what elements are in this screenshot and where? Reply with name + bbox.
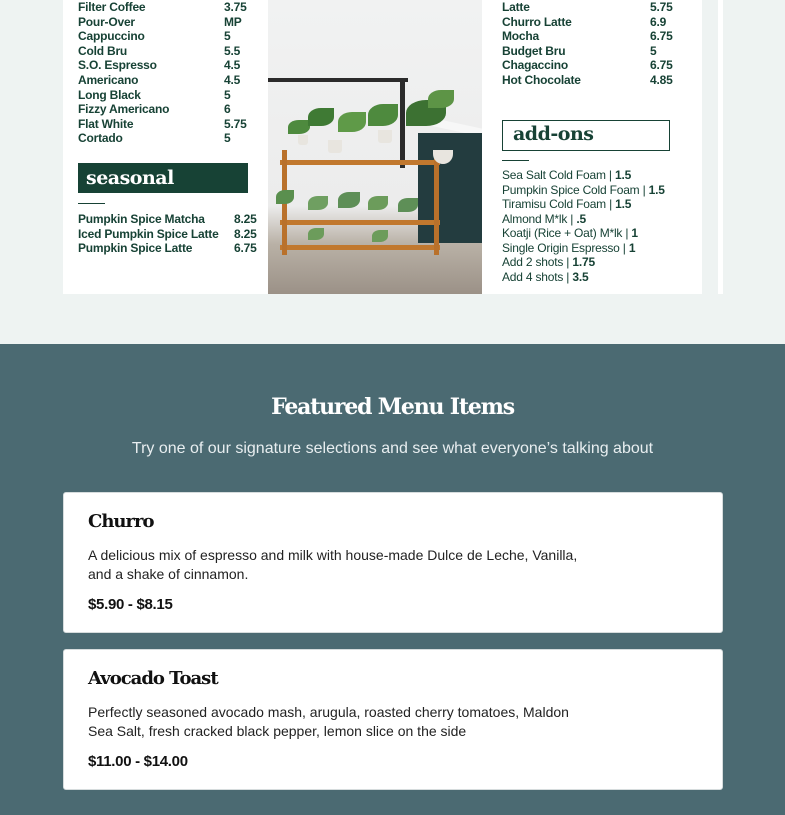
menu-item-name: S.O. Espresso	[78, 58, 157, 73]
menu-item-price: 4.5	[224, 72, 241, 87]
seasonal-heading: seasonal	[78, 163, 248, 193]
menu-item	[78, 227, 258, 242]
featured-title: Featured Menu Items	[271, 394, 514, 420]
menu-item-price: 6	[224, 102, 231, 117]
menu-item-name: Cortado	[78, 131, 123, 146]
plant-leaf	[398, 198, 418, 212]
addon-item	[502, 168, 702, 183]
menu-item-name: Iced Pumpkin Spice Latte	[78, 226, 219, 241]
plant-leaf	[308, 196, 328, 210]
addon-name: Single Origin Espresso |	[502, 240, 629, 255]
featured-item-name: Avocado Toast	[88, 668, 218, 689]
menu-left-column	[78, 0, 248, 146]
menu-item-price: 6.75	[650, 58, 673, 73]
menu-item-name: Chagaccino	[502, 58, 569, 73]
addon-price: 1.5	[614, 168, 632, 182]
menu-item	[502, 73, 674, 88]
plant-leaf	[308, 108, 334, 126]
addon-item	[502, 255, 702, 270]
menu-item	[502, 44, 674, 59]
addon-item	[502, 270, 702, 285]
photo-post	[400, 78, 405, 168]
featured-item-name: Churro	[88, 511, 154, 532]
menu-item-price: 5	[224, 29, 231, 44]
addon-price: 1.75	[572, 255, 595, 269]
featured-item-description: Perfectly seasoned avocado mash, arugula, roasted cherry tomatoes, Maldon Sea Salt, fresh cracked black pepper, lemon slice on the side	[88, 704, 569, 739]
menu-item-name: Cappuccino	[78, 29, 145, 44]
menu-item	[78, 102, 248, 117]
menu-item	[502, 0, 674, 15]
plant-leaf	[338, 112, 366, 132]
menu-item	[78, 15, 248, 30]
plant-pot	[378, 130, 392, 143]
menu-item	[502, 29, 674, 44]
menu-item-name: Pour-Over	[78, 14, 135, 29]
photo-shelf	[280, 245, 440, 250]
plant-pot	[298, 135, 308, 145]
menu-image-section	[0, 0, 785, 344]
addon-item	[502, 183, 702, 198]
featured-item-card[interactable]	[63, 649, 723, 790]
addon-name: Pumpkin Spice Cold Foam |	[502, 182, 649, 197]
plant-shelf-photo	[268, 0, 482, 294]
menu-item-name: Flat White	[78, 116, 134, 131]
menu-item	[78, 88, 248, 103]
menu-item	[78, 73, 248, 88]
menu-item-name: Fizzy Americano	[78, 102, 170, 117]
menu-item-name: Cold Bru	[78, 43, 128, 58]
menu-item	[78, 0, 248, 15]
addon-price: 1.5	[648, 182, 665, 197]
menu-item-name: Budget Bru	[502, 43, 566, 58]
plant-leaf	[308, 228, 324, 240]
menu-item-price: 8.25	[234, 226, 257, 241]
menu-image-edge	[718, 0, 723, 294]
addon-price: 3.5	[572, 269, 589, 284]
addon-item	[502, 241, 702, 256]
addon-price: 1	[631, 226, 638, 240]
featured-item-card[interactable]	[63, 492, 723, 633]
menu-item	[502, 15, 674, 30]
menu-item-price: 4.5	[224, 58, 241, 73]
menu-item-name: Filter Coffee	[78, 0, 146, 14]
menu-item-price: 5	[224, 87, 231, 102]
addon-item	[502, 226, 702, 241]
menu-item-price: 5.75	[224, 116, 247, 131]
plant-leaf	[338, 192, 360, 208]
menu-item	[78, 117, 248, 132]
menu-item	[78, 29, 248, 44]
addon-name: Add 2 shots |	[502, 255, 573, 269]
menu-item-price: 4.85	[650, 72, 673, 87]
addon-name: Koatji (Rice + Oat) M*lk |	[502, 226, 632, 240]
featured-subtitle: Try one of our signature selections and see what everyone’s talking about	[131, 440, 654, 457]
menu-item-price: 5	[224, 131, 231, 146]
plant-leaf	[368, 196, 388, 210]
menu-item-price: 5.5	[224, 43, 241, 58]
plant-leaf	[428, 90, 454, 108]
featured-item-description: A delicious mix of espresso and milk with house-made Dulce de Leche, Vanilla, and a shake of cinnamon.	[88, 547, 578, 582]
featured-section	[0, 344, 785, 815]
menu-item-price: 8.25	[234, 212, 257, 226]
plant-leaf	[288, 120, 310, 134]
plant-leaf	[276, 190, 294, 204]
divider	[78, 203, 105, 204]
menu-item	[502, 58, 674, 73]
menu-item-name: Churro Latte	[502, 14, 572, 29]
plant-leaf	[372, 230, 388, 242]
addons-list	[502, 168, 702, 284]
menu-item	[78, 44, 248, 59]
addon-item	[502, 197, 702, 212]
menu-item	[78, 58, 248, 73]
menu-item-name: Hot Chocolate	[502, 72, 581, 87]
photo-shelf	[280, 160, 440, 165]
plant-pot	[328, 140, 342, 153]
seasonal-list	[78, 212, 258, 256]
addons-heading: add-ons	[502, 120, 670, 151]
addon-name: Tiramisu Cold Foam |	[502, 197, 616, 211]
menu-board-image	[63, 0, 702, 294]
menu-item-name: Mocha	[502, 29, 540, 44]
photo-shelf-leg	[434, 150, 439, 255]
menu-item-name: Pumpkin Spice Latte	[78, 241, 193, 256]
featured-item-price: $11.00 - $14.00	[88, 753, 188, 770]
menu-item	[78, 131, 248, 146]
addon-price: 1	[628, 240, 636, 255]
photo-railing	[268, 78, 408, 82]
addon-price: .5	[576, 211, 586, 226]
addon-name: Add 4 shots |	[502, 269, 573, 284]
menu-item-name: Pumpkin Spice Matcha	[78, 212, 205, 226]
menu-item-price: 5.75	[650, 0, 673, 14]
menu-item-price: 3.75	[224, 0, 247, 14]
menu-item-price: 6.75	[234, 241, 257, 256]
addon-name: Sea Salt Cold Foam |	[502, 168, 615, 182]
photo-shelf	[280, 220, 440, 225]
addon-price: 1.5	[615, 197, 632, 211]
addon-name: Almond M*lk |	[502, 211, 577, 226]
menu-item-name: Latte	[502, 0, 530, 14]
menu-right-column	[502, 0, 674, 88]
menu-item-price: 6.75	[650, 29, 673, 44]
featured-item-price: $5.90 - $8.15	[88, 596, 173, 613]
menu-item	[78, 212, 258, 227]
addon-item	[502, 212, 702, 227]
plant-leaf	[368, 104, 398, 126]
menu-item-name: Americano	[78, 72, 139, 87]
menu-item-price: 6.9	[650, 14, 667, 29]
menu-item-price: 5	[650, 43, 657, 58]
menu-item	[78, 241, 258, 256]
menu-item-name: Long Black	[78, 87, 141, 102]
divider	[502, 160, 529, 161]
menu-item-price: MP	[224, 14, 242, 29]
